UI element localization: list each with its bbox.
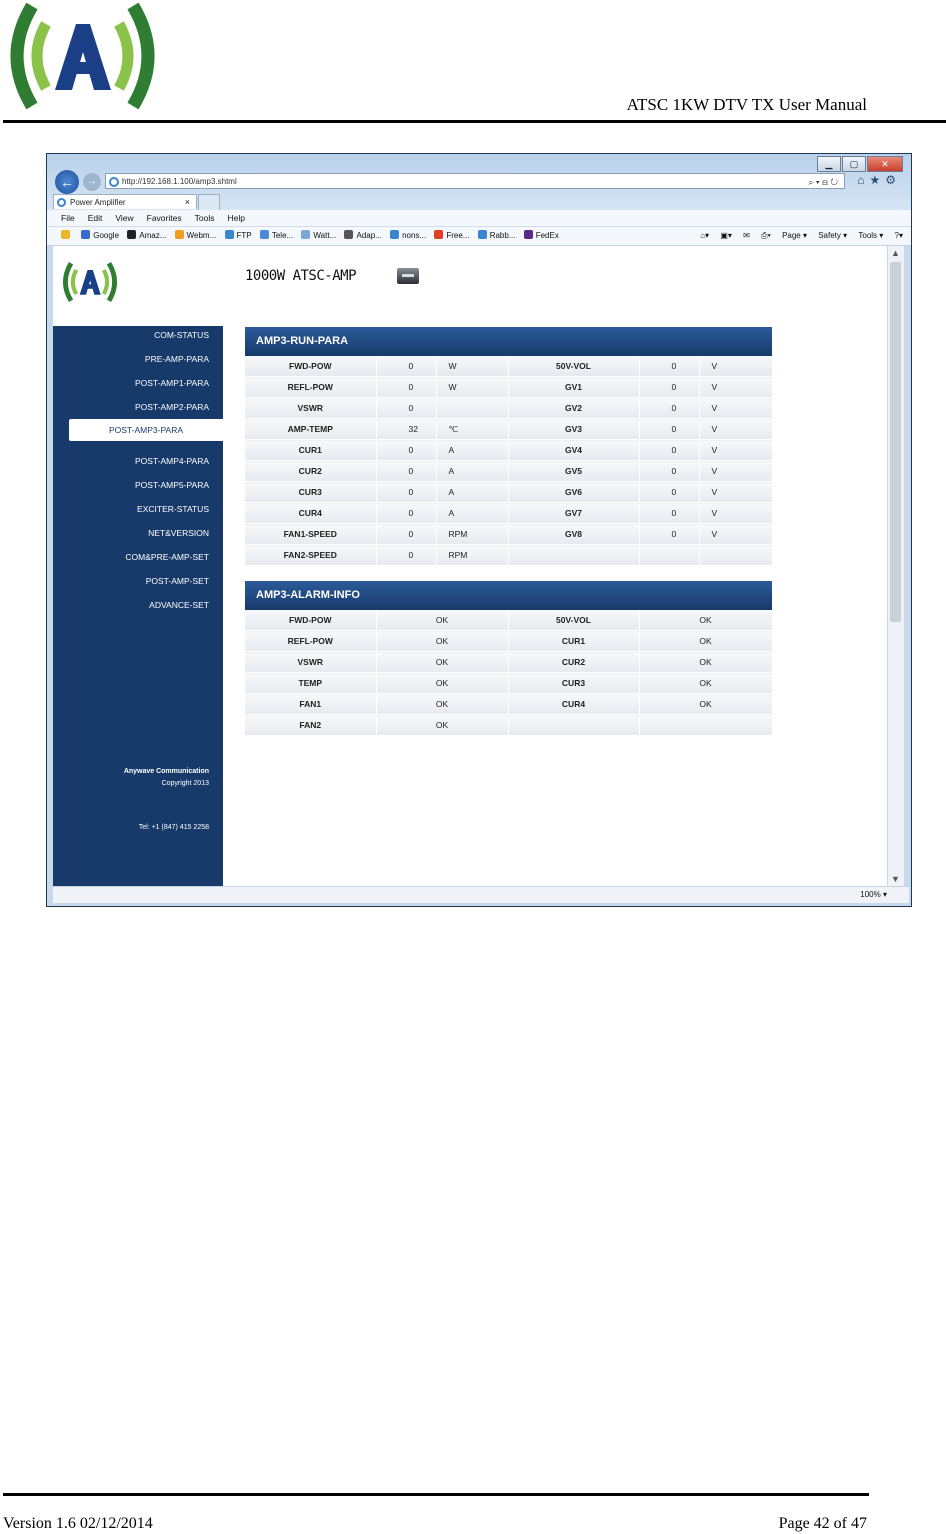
fav-ftp[interactable]: FTP bbox=[225, 227, 252, 245]
alarm-label: FAN2 bbox=[245, 715, 376, 736]
telephone: Tel: +1 (847) 415 2258 bbox=[138, 824, 209, 831]
param-label: CUR1 bbox=[245, 440, 376, 461]
close-icon[interactable]: ✕ bbox=[867, 156, 903, 172]
fav-google[interactable]: Google bbox=[81, 227, 119, 245]
sidebar-nav bbox=[53, 326, 223, 886]
param-value: 0 bbox=[376, 503, 436, 524]
param-value: 0 bbox=[639, 377, 699, 398]
alarm-info-panel bbox=[245, 581, 772, 736]
safety-menu[interactable]: Safety ▾ bbox=[818, 231, 848, 240]
scrollbar-thumb[interactable] bbox=[890, 262, 901, 622]
alarm-info-row bbox=[245, 652, 772, 673]
alarm-status: OK bbox=[376, 673, 508, 694]
param-label: GV8 bbox=[508, 524, 639, 545]
param-value: 0 bbox=[639, 440, 699, 461]
alarm-label bbox=[508, 715, 639, 736]
company-name: Anywave Communication bbox=[123, 768, 209, 775]
menu-edit[interactable]: Edit bbox=[87, 213, 103, 223]
tab-close-icon[interactable]: × bbox=[184, 197, 190, 207]
param-unit: V bbox=[699, 524, 772, 545]
fav-nons[interactable]: nons... bbox=[390, 227, 426, 245]
run-para-row bbox=[245, 419, 772, 440]
alarm-info-table bbox=[245, 610, 773, 736]
param-unit: V bbox=[699, 461, 772, 482]
param-unit: W bbox=[436, 356, 508, 377]
param-unit: V bbox=[699, 440, 772, 461]
param-label: 50V-VOL bbox=[508, 356, 639, 377]
alarm-info-row bbox=[245, 631, 772, 652]
param-label: AMP-TEMP bbox=[245, 419, 376, 440]
help-icon[interactable]: ?▾ bbox=[894, 231, 903, 240]
param-label: CUR3 bbox=[245, 482, 376, 503]
param-unit: RPM bbox=[436, 545, 508, 566]
alarm-status: OK bbox=[376, 715, 508, 736]
alarm-label: CUR2 bbox=[508, 652, 639, 673]
fav-adap[interactable]: Adap... bbox=[344, 227, 381, 245]
alarm-label: FWD-POW bbox=[245, 610, 376, 631]
param-unit: V bbox=[699, 503, 772, 524]
address-url: http://192.168.1.100/amp3.shtml bbox=[122, 177, 237, 186]
footer-rule bbox=[3, 1493, 869, 1496]
param-label: FWD-POW bbox=[245, 356, 376, 377]
scroll-down-icon[interactable]: ▼ bbox=[891, 874, 900, 884]
param-value: 0 bbox=[639, 524, 699, 545]
param-value: 0 bbox=[376, 524, 436, 545]
param-value: 0 bbox=[639, 461, 699, 482]
alarm-label: TEMP bbox=[245, 673, 376, 694]
alarm-label: CUR3 bbox=[508, 673, 639, 694]
alarm-info-row bbox=[245, 610, 772, 631]
copyright-text: Copyright 2013 bbox=[161, 780, 209, 787]
browser-titlebar bbox=[47, 154, 911, 210]
alarm-info-row bbox=[245, 715, 772, 736]
param-unit: RPM bbox=[436, 524, 508, 545]
home-icon[interactable]: ⌂▾ bbox=[700, 231, 710, 240]
nav-post-amp-set[interactable]: POST-AMP-SET bbox=[145, 576, 209, 586]
search-refresh-icon[interactable]: ⌕ ▾ ⊟ ↻ bbox=[808, 177, 838, 187]
run-para-row bbox=[245, 398, 772, 419]
param-label: GV5 bbox=[508, 461, 639, 482]
run-para-title: AMP3-RUN-PARA bbox=[245, 327, 772, 356]
company-info bbox=[124, 766, 209, 790]
fav-fedex[interactable]: FedEx bbox=[524, 227, 559, 245]
mail-icon[interactable]: ✉ bbox=[743, 231, 750, 240]
alarm-info-row bbox=[245, 694, 772, 715]
param-unit: A bbox=[436, 440, 508, 461]
vertical-scrollbar[interactable] bbox=[887, 246, 904, 886]
param-unit bbox=[436, 398, 508, 419]
alarm-info-title: AMP3-ALARM-INFO bbox=[245, 581, 772, 610]
print-icon[interactable]: ⎙▾ bbox=[761, 231, 771, 240]
feeds-icon[interactable]: ▣▾ bbox=[720, 231, 732, 240]
menu-bar bbox=[47, 210, 911, 227]
page-logo bbox=[59, 260, 121, 304]
param-label: FAN2-SPEED bbox=[245, 545, 376, 566]
company-logo bbox=[0, 0, 165, 112]
menu-tools[interactable]: Tools bbox=[194, 213, 215, 223]
fav-free[interactable]: Free... bbox=[434, 227, 469, 245]
param-label: GV3 bbox=[508, 419, 639, 440]
param-value: 0 bbox=[376, 545, 436, 566]
menu-help[interactable]: Help bbox=[227, 213, 245, 223]
param-unit: A bbox=[436, 461, 508, 482]
home-fav-gear-icons[interactable]: ⌂★⚙ bbox=[857, 173, 901, 187]
footer-page-number: Page 42 of 47 bbox=[778, 1515, 867, 1532]
alarm-status: OK bbox=[376, 610, 508, 631]
param-unit: A bbox=[436, 503, 508, 524]
fav-rabb[interactable]: Rabb... bbox=[478, 227, 516, 245]
alarm-status: OK bbox=[639, 652, 772, 673]
param-unit: V bbox=[699, 377, 772, 398]
param-label: GV4 bbox=[508, 440, 639, 461]
nav-post-amp2-para[interactable]: POST-AMP2-PARA bbox=[135, 402, 209, 412]
param-unit: V bbox=[699, 356, 772, 377]
address-bar[interactable] bbox=[105, 173, 845, 189]
alarm-label: CUR1 bbox=[508, 631, 639, 652]
minimize-icon[interactable]: ▁ bbox=[817, 156, 841, 172]
nav-post-amp1-para[interactable]: POST-AMP1-PARA bbox=[135, 378, 209, 388]
run-para-row bbox=[245, 524, 772, 545]
fav-webm[interactable]: Webm... bbox=[175, 227, 217, 245]
alarm-status: OK bbox=[639, 610, 772, 631]
web-page bbox=[53, 246, 901, 886]
param-unit: ℃ bbox=[436, 419, 508, 440]
alarm-status: OK bbox=[376, 652, 508, 673]
run-para-row bbox=[245, 356, 772, 377]
param-unit: V bbox=[699, 482, 772, 503]
param-value: 0 bbox=[639, 419, 699, 440]
nav-net-version[interactable]: NET&VERSION bbox=[148, 528, 209, 538]
param-label: GV7 bbox=[508, 503, 639, 524]
param-label: CUR2 bbox=[245, 461, 376, 482]
menu-file[interactable]: File bbox=[61, 213, 75, 223]
alarm-label: VSWR bbox=[245, 652, 376, 673]
param-value: 0 bbox=[639, 482, 699, 503]
fav-amazon[interactable]: Amaz... bbox=[127, 227, 166, 245]
tab-power-amplifier[interactable] bbox=[53, 194, 197, 209]
run-para-row bbox=[245, 482, 772, 503]
param-label: REFL-POW bbox=[245, 377, 376, 398]
run-para-panel bbox=[245, 327, 772, 566]
fav-watt[interactable]: Watt... bbox=[301, 227, 336, 245]
param-label: CUR4 bbox=[245, 503, 376, 524]
nav-post-amp5-para[interactable]: POST-AMP5-PARA bbox=[135, 480, 209, 490]
alarm-label: FAN1 bbox=[245, 694, 376, 715]
param-label: GV2 bbox=[508, 398, 639, 419]
run-para-row bbox=[245, 503, 772, 524]
nav-exciter-status[interactable]: EXCITER-STATUS bbox=[137, 504, 209, 514]
param-unit: W bbox=[436, 377, 508, 398]
run-para-row bbox=[245, 440, 772, 461]
forward-button[interactable]: → bbox=[83, 173, 101, 191]
param-label: VSWR bbox=[245, 398, 376, 419]
run-para-row bbox=[245, 461, 772, 482]
window-controls bbox=[817, 156, 903, 172]
param-unit bbox=[699, 545, 772, 566]
param-value: 0 bbox=[376, 482, 436, 503]
amplifier-device-icon bbox=[397, 268, 419, 284]
run-para-row bbox=[245, 377, 772, 398]
param-label: GV1 bbox=[508, 377, 639, 398]
param-value bbox=[639, 545, 699, 566]
nav-com-pre-amp-set[interactable]: COM&PRE-AMP-SET bbox=[125, 552, 209, 562]
run-para-table bbox=[245, 356, 773, 566]
alarm-status: OK bbox=[639, 631, 772, 652]
browser-screenshot bbox=[46, 153, 912, 907]
back-button[interactable]: ← bbox=[55, 170, 79, 194]
run-para-row bbox=[245, 545, 772, 566]
tools-menu[interactable]: Tools ▾ bbox=[858, 231, 884, 240]
param-value: 0 bbox=[376, 377, 436, 398]
menu-view[interactable]: View bbox=[115, 213, 134, 223]
param-value: 0 bbox=[376, 440, 436, 461]
page-menu[interactable]: Page ▾ bbox=[782, 231, 807, 240]
nav-com-status[interactable]: COM-STATUS bbox=[154, 330, 209, 340]
alarm-label: REFL-POW bbox=[245, 631, 376, 652]
param-value: 0 bbox=[376, 398, 436, 419]
favorites-star-icon[interactable] bbox=[61, 227, 73, 245]
param-unit: V bbox=[699, 419, 772, 440]
document-title: ATSC 1KW DTV TX User Manual bbox=[626, 95, 867, 114]
alarm-status: OK bbox=[639, 694, 772, 715]
header-rule bbox=[3, 120, 946, 123]
param-label: FAN1-SPEED bbox=[245, 524, 376, 545]
param-value: 0 bbox=[639, 398, 699, 419]
nav-post-amp3-para[interactable]: POST-AMP3-PARA bbox=[69, 419, 223, 441]
nav-pre-amp-para[interactable]: PRE-AMP-PARA bbox=[144, 354, 209, 364]
param-value: 0 bbox=[376, 356, 436, 377]
nav-advance-set[interactable]: ADVANCE-SET bbox=[149, 600, 209, 610]
param-label bbox=[508, 545, 639, 566]
alarm-status: OK bbox=[376, 694, 508, 715]
param-unit: A bbox=[436, 482, 508, 503]
alarm-label: CUR4 bbox=[508, 694, 639, 715]
alarm-status: OK bbox=[376, 631, 508, 652]
command-bar bbox=[683, 227, 903, 245]
scroll-up-icon[interactable]: ▲ bbox=[891, 248, 900, 258]
alarm-label: 50V-VOL bbox=[508, 610, 639, 631]
tab-title: Power Amplifier bbox=[70, 198, 126, 207]
param-unit: V bbox=[699, 398, 772, 419]
param-value: 0 bbox=[639, 356, 699, 377]
fav-tele[interactable]: Tele... bbox=[260, 227, 293, 245]
param-value: 0 bbox=[376, 461, 436, 482]
zoom-level[interactable]: 100% ▾ bbox=[860, 890, 887, 899]
footer-version: Version 1.6 02/12/2014 bbox=[3, 1515, 153, 1532]
menu-favorites[interactable]: Favorites bbox=[146, 213, 182, 223]
alarm-status: OK bbox=[639, 673, 772, 694]
ie-icon bbox=[109, 177, 119, 187]
tab-ie-icon bbox=[57, 198, 66, 207]
param-value: 32 bbox=[376, 419, 436, 440]
nav-post-amp4-para[interactable]: POST-AMP4-PARA bbox=[135, 456, 209, 466]
alarm-status bbox=[639, 715, 772, 736]
new-tab-button[interactable] bbox=[198, 194, 220, 210]
page-title: 1000W ATSC-AMP bbox=[245, 268, 357, 284]
maximize-icon[interactable]: ▢ bbox=[842, 156, 866, 172]
alarm-info-row bbox=[245, 673, 772, 694]
status-bar bbox=[53, 886, 909, 903]
param-label: GV6 bbox=[508, 482, 639, 503]
param-value: 0 bbox=[639, 503, 699, 524]
